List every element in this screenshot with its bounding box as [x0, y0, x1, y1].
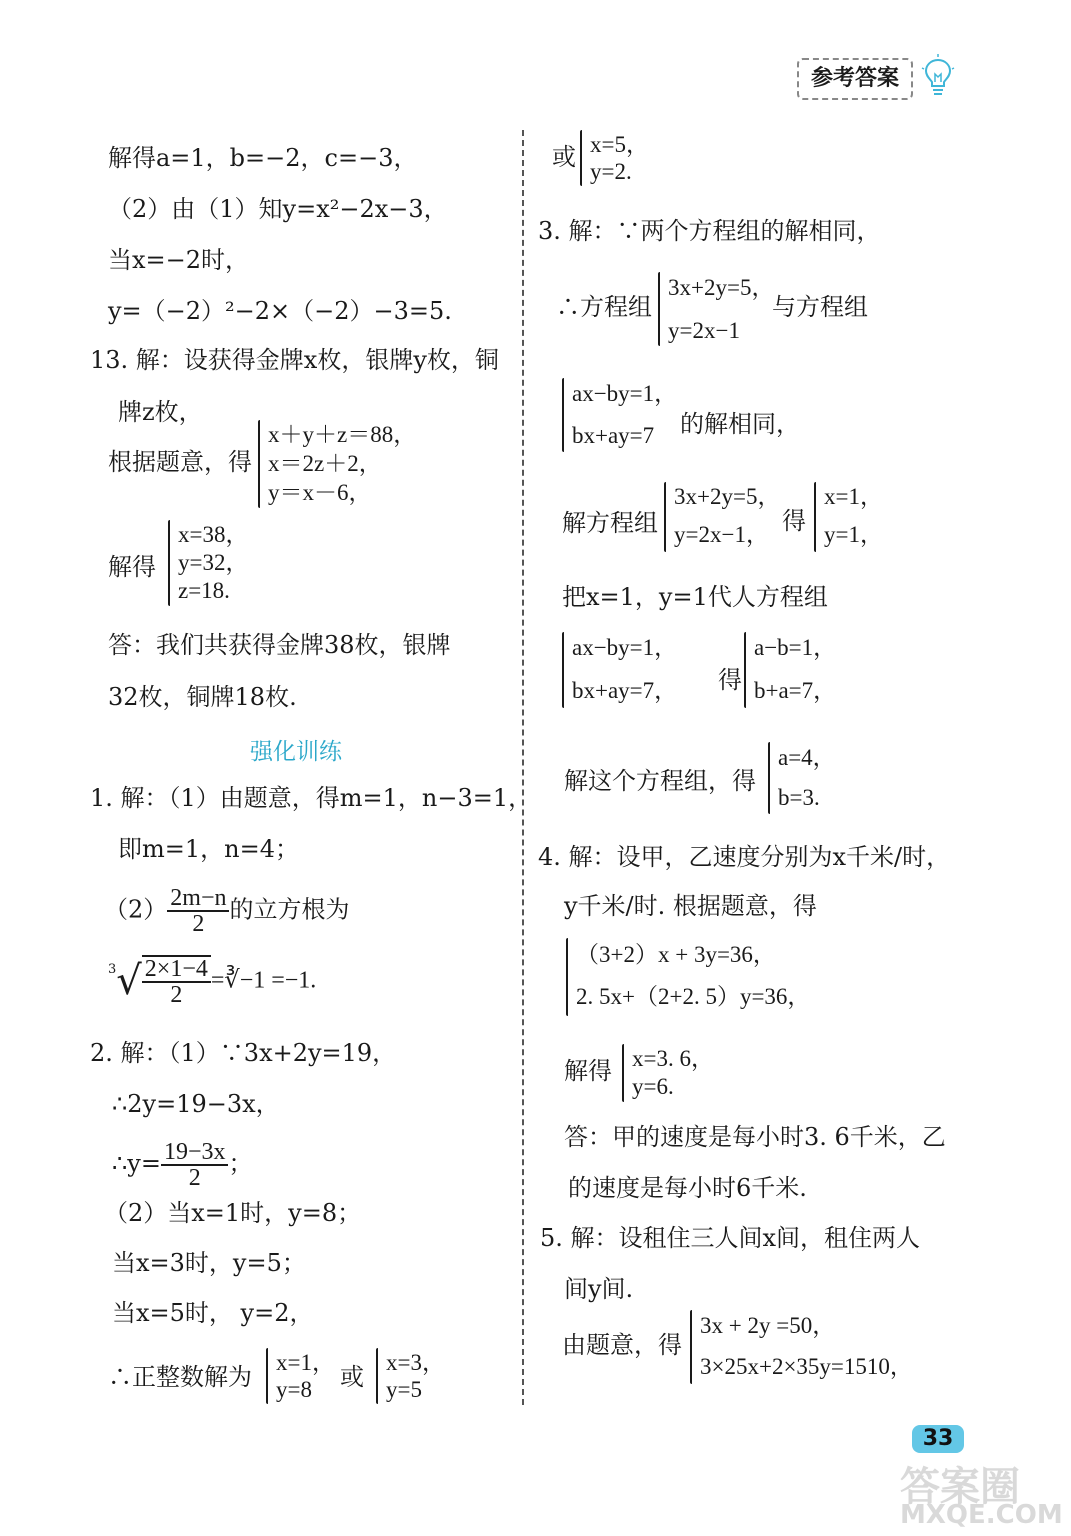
text-line: 或 [552, 143, 576, 171]
question-1: 1. 解：（1）由题意，得m=1，n−3=1， [90, 784, 533, 812]
text-line: 32枚，铜牌18枚. [108, 683, 297, 711]
equation-system [658, 272, 775, 346]
equation: b=3. [778, 785, 820, 810]
text-line: y=（−2）²−2×（−2）−3=5. [108, 297, 452, 325]
text-line: 或 [340, 1363, 364, 1391]
text-line: 解得a=1，b=−2，c=−3， [108, 144, 418, 172]
equation: x=5， [590, 132, 649, 157]
text-line: 解得 [108, 553, 156, 581]
equation-system [168, 520, 249, 606]
equation: y=8 [276, 1377, 312, 1402]
text-line: 间y间. [564, 1275, 634, 1303]
equation-system [814, 482, 883, 552]
text-line: 与方程组 [772, 293, 868, 321]
equation: x=1， [824, 484, 883, 509]
numerator: 19−3x [161, 1140, 229, 1166]
text: =∛−1 =−1. [210, 967, 317, 994]
equation-system [258, 420, 417, 508]
denominator: 2 [192, 911, 205, 937]
equation: y=2x−1 [668, 318, 740, 343]
equation: a=4， [778, 745, 836, 770]
fraction-line [112, 1140, 252, 1190]
text-line: （2）当x=1时，y=8； [104, 1199, 362, 1227]
equation: x=3， [386, 1350, 445, 1375]
equation: x=3. 6， [632, 1046, 714, 1071]
text-line: 牌z枚， [118, 398, 203, 426]
equation-system [562, 378, 678, 452]
equation: a−b=1， [754, 635, 837, 660]
lightbulb-icon [920, 54, 956, 98]
text-line: 把x=1，y=1代人方程组 [562, 583, 828, 611]
text-line: 当x=−2时， [108, 246, 250, 274]
text-line: y千米/时. 根据题意，得 [564, 892, 817, 920]
equation-system [664, 482, 781, 552]
text-line: ∴正整数解为 [108, 1363, 252, 1391]
fraction [167, 886, 229, 936]
equation: z=18. [178, 578, 230, 603]
text-line: 即m=1，n=4； [118, 835, 299, 863]
equation: y=32， [178, 550, 249, 575]
equation: 2. 5x+（2+2. 5）y=36， [576, 984, 811, 1009]
equation: 3x + 2y =50， [700, 1313, 836, 1338]
equation: 3×25x+2×35y=1510， [700, 1354, 913, 1379]
text: ∴y= [112, 1149, 161, 1178]
text-line: ∴方程组 [556, 293, 652, 321]
fraction-line [104, 886, 349, 936]
equation: （3+2）x + 3y=36， [576, 942, 776, 967]
text-line: 解方程组 [562, 509, 658, 537]
equation: ax−by=1， [572, 635, 678, 660]
denominator: 2 [170, 982, 183, 1008]
cube-root-line [108, 955, 316, 1007]
equation: y=5 [386, 1377, 422, 1402]
text-line: （2）由（1）知y=x²−2x−3， [108, 195, 448, 223]
text: （2） [104, 895, 168, 924]
equation: x=38， [178, 522, 249, 547]
equation-system [768, 742, 836, 814]
question-2: 2. 解：（1）∵3x+2y=19， [90, 1039, 397, 1067]
text-line: 解得 [564, 1057, 612, 1085]
fraction [142, 955, 211, 1007]
text-line: 当x=3时，y=5； [112, 1249, 306, 1277]
text-line: 答：我们共获得金牌38枚，银牌 [108, 631, 451, 659]
equation-system [376, 1348, 445, 1404]
equation: bx+ay=7， [572, 678, 678, 703]
text-line: 由题意，得 [562, 1331, 682, 1359]
watermark-logo: 答案圈 [900, 1464, 1020, 1510]
header-title: 参考答案 [797, 58, 913, 100]
equation: y=6. [632, 1074, 674, 1099]
equation: y=1， [824, 522, 883, 547]
equation-system [690, 1310, 913, 1384]
question-3: 3. 解：∵两个方程组的解相同， [538, 217, 881, 245]
equation: 3x+2y=5， [668, 275, 775, 300]
equation-system [266, 1348, 335, 1404]
page-number: 33 [912, 1425, 964, 1453]
text: 的立方根为 [229, 895, 350, 924]
question-13: 13. 解：设获得金牌x枚，银牌y枚，铜 [90, 346, 499, 374]
equation-system [580, 130, 649, 186]
column-divider [522, 130, 524, 1405]
question-5: 5. 解：设租住三人间x间，租住两人 [540, 1224, 921, 1252]
equation: y＝x－6， [268, 480, 372, 505]
equation: b+a=7， [754, 678, 837, 703]
text-line: 得 [782, 507, 806, 535]
root-index: 3 [108, 962, 117, 977]
equation: bx+ay=7 [572, 423, 655, 448]
question-4: 4. 解：设甲，乙速度分别为x千米/时， [538, 843, 951, 871]
equation-system [566, 938, 811, 1016]
equation: ax−by=1， [572, 381, 678, 406]
text-line: 的解相同， [680, 410, 800, 438]
radical-sign: √ [116, 958, 142, 1004]
text-line: 当x=5时， y=2， [112, 1299, 314, 1327]
equation-system [622, 1044, 714, 1102]
section-title: 强化训练 [250, 739, 342, 765]
equation-system [744, 632, 837, 708]
equation: x=1， [276, 1350, 335, 1375]
text: ； [228, 1149, 253, 1178]
text-line: 的速度是每小时6千米. [568, 1174, 807, 1202]
numerator: 2×1−4 [142, 957, 211, 983]
fraction [161, 1140, 229, 1190]
equation: x＝2z＋2， [268, 451, 382, 476]
watermark-url: MXQE.COM [900, 1500, 1063, 1530]
text-line: 得 [718, 666, 742, 694]
text-line: 根据题意，得 [108, 448, 252, 476]
denominator: 2 [188, 1165, 201, 1191]
text-line: 解这个方程组，得 [564, 767, 756, 795]
equation: x＋y＋z＝88， [268, 422, 417, 447]
equation: 3x+2y=5， [674, 484, 781, 509]
text-line: 答：甲的速度是每小时3. 6千米，乙 [564, 1123, 946, 1151]
equation: y=2x−1， [674, 522, 769, 547]
equation-system [562, 632, 678, 708]
text-line: ∴2y=19−3x， [112, 1090, 280, 1118]
equation: y=2. [590, 159, 632, 184]
numerator: 2m−n [167, 886, 229, 912]
